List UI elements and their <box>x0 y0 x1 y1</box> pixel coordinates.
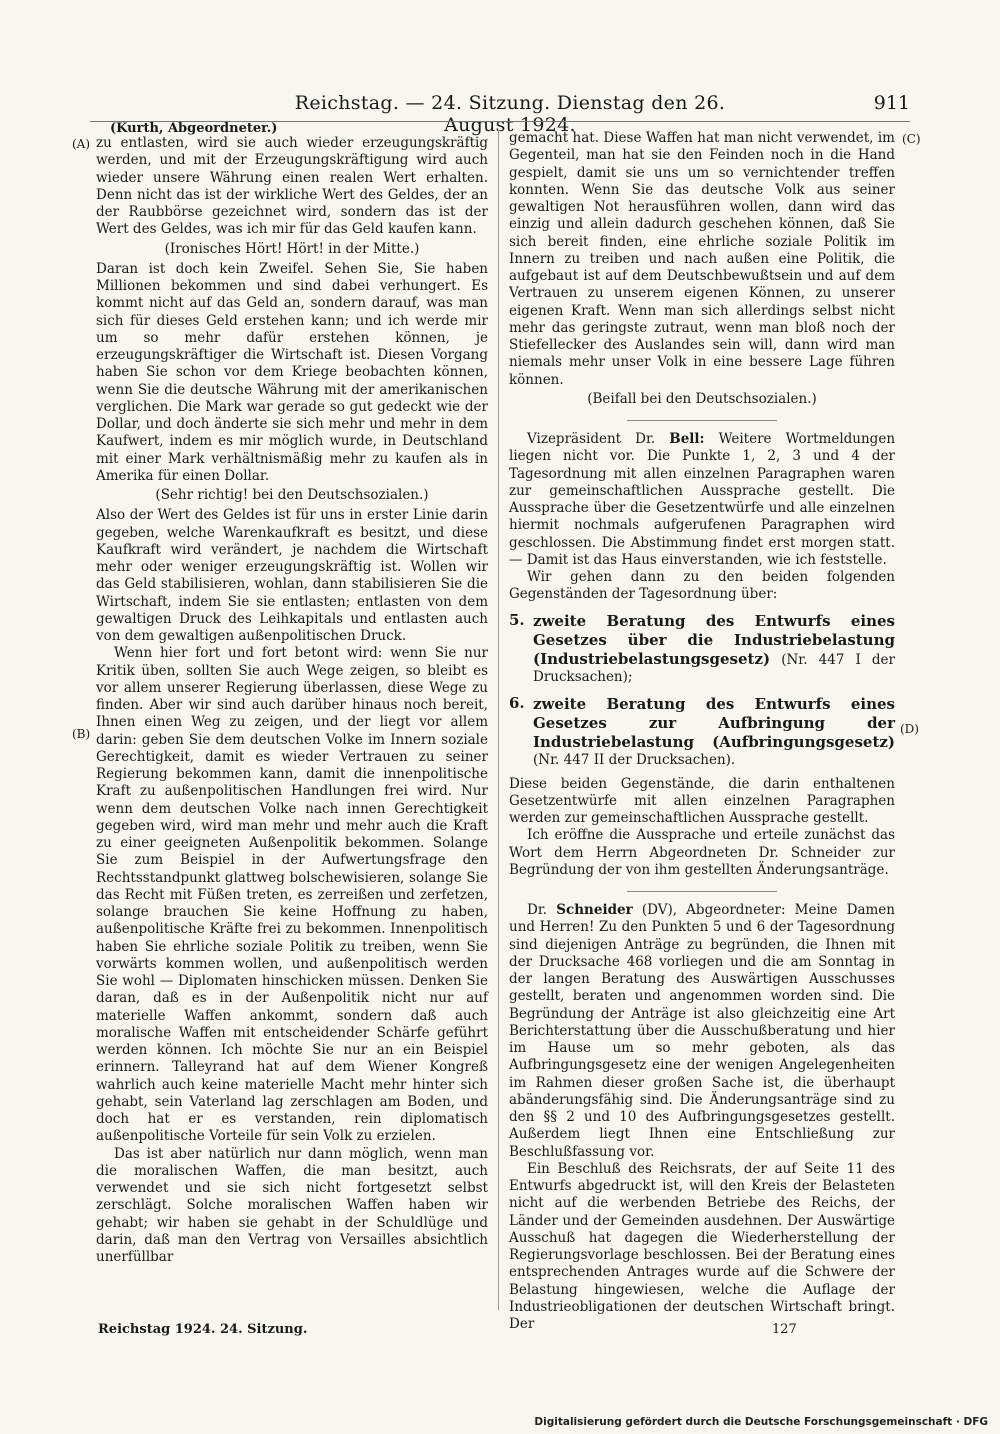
margin-mark-b: (B) <box>72 727 91 741</box>
paragraph: Diese beiden Gegenstände, die darin enthaltenen Gesetzentwürfe mit allen einzelnen Paragraphen werden zur gemeinschaftlichen Aussprache gestellt. <box>509 775 895 826</box>
speech-schneider <box>509 902 895 1161</box>
page-number: 911 <box>873 92 910 114</box>
agenda-item-6 <box>509 695 895 770</box>
agenda-item-title: zweite Beratung des Entwurfs eines Gesetzes über die Industriebelastung (Industriebelastungsgesetz) <box>533 611 895 668</box>
speaker-name: Bell: <box>669 431 705 447</box>
paragraph: Also der Wert des Geldes ist für uns in erster Linie darin gegeben, welche Warenkaufkraft es besitzt, und diese Kaufkraft wird verändert, je nachdem die Wirtschaft mehr oder weniger erzeugungskräftig ist. Wollen wir das Geld stabilisieren, wohlan, dann stabilisieren Sie die Wirtschaft, indem Sie sie entlasten; entlasten von dem gewaltigen Druck des Leihkapitals und entlasten auch von dem gewaltigen außenpolitischen Druck. <box>96 507 488 644</box>
digitization-credit: Digitalisierung gefördert durch die Deutsche Forschungsgemeinschaft · DFG <box>534 1416 988 1428</box>
vice-president-statement <box>509 431 895 569</box>
paragraph: gemacht hat. Diese Waffen hat man nicht verwendet, im Gegenteil, man hat sie den Feinden noch in die Hand gespielt, damit sie uns um so vernichtender treffen konnten. Wenn Sie das deutsche Volk aus seiner gewaltigen Not herausführen wollen, dann wird das einzig und allein dadurch geschehen können, daß Sie sich bereit finden, eine ehrliche soziale Politik im Innern zu treiben und nach außen eine Politik, die aufgebaut ist auf dem Deutschbewußtsein und auf dem Vertrauen zu unserem eigenen Können, zu unserer eigenen Kraft. Wenn man sich allerdings selbst nicht mehr das geringste zutraut, wenn man bloß noch der Stiefellecker des Auslandes sein will, dann wird man niemals mehr unser Volk in eine bessere Lage führen können. <box>509 130 895 388</box>
agenda-item-reference: (Nr. 447 I der Drucksachen); <box>533 652 896 686</box>
margin-mark-d: (D) <box>900 722 919 736</box>
running-title: Reichstag. — 24. Sitzung. Dienstag den 26. August 1924. <box>294 92 726 136</box>
column-divider <box>498 130 499 1310</box>
section-separator <box>627 891 777 892</box>
paragraph: Wenn hier fort und fort betont wird: wenn Sie nur Kritik üben, sollten Sie auch Wege zeigen, so bleibt es vor allem unserer Regierung überlassen, diese Wege zu finden. Aber wir sind auch darüber hinaus noch bereit, Ihnen einen Weg zu zeigen, und der liegt vor allem darin: geben Sie dem deutschen Volke im Innern soziale Gerechtigkeit, damit es wieder Vertrauen zu seiner Regierung bekommen kann, damit die innenpolitische Kraft zu außenpolitischen Handlungen frei wird. Nur wenn dem deutschen Volke nach innen Gerechtigkeit gegeben wird, wird man mehr und mehr auch die Kraft zu einer geeigneten Außenpolitik bekommen. Solange Sie zum Beispiel in der Aufwertungsfrage den Rechtsstandpunkt glattweg bolschewisieren, solange Sie das Recht mit Füßen treten, es zerreißen und zerfetzen, solange brauchen Sie keine Hoffnung zu haben, außenpolitische Kräfte frei zu bekommen. Innenpolitisch haben Sie ehrliche soziale Politik zu treiben, wenn Sie vorwärts kommen wollen, und außenpolitisch werden Sie wohl — Diplomaten hinschicken müssen. Denken Sie daran, daß es in der Außenpolitik nicht nur auf materielle Waffen ankommt, sondern daß auch moralische Waffen mit entscheidender Schärfe geführt werden können. Ich möchte Sie nur an ein Beispiel erinnern. Talleyrand hat auf dem Wiener Kongreß wahrlich auch keine materielle Macht mehr hinter sich gehabt, sein Vaterland lag zerschlagen am Boden, und doch hat er es verstanden, rein diplomatisch außenpolitische Vorteile für sein Volk zu erzielen. <box>96 645 488 1145</box>
speaker-tag: (Kurth, Abgeordneter.) <box>110 121 278 136</box>
interjection: (Sehr richtig! bei den Deutschsozialen.) <box>155 487 429 503</box>
agenda-item-5 <box>509 612 895 687</box>
speaker-name: Schneider <box>556 902 633 918</box>
footer-sheet-number: 127 <box>772 1322 797 1337</box>
speaker-title: Dr. <box>527 902 548 918</box>
paragraph: zu entlasten, wird sie auch wieder erzeugungskräftig werden, und mit der Erzeugungskräftigung wird auch wieder unsere Währung einen realen Wert erhalten. Denn nicht das ist der wirkliche Wert des Geldes, der an der Raubbörse gezeichnet wird, sondern das ist der Wert des Geldes, was ich mir für das Geld kaufen kann. <box>96 135 488 238</box>
paragraph: Daran ist doch kein Zweifel. Sehen Sie, Sie haben Millionen bekommen und sind dabei verhungert. Es kommt nicht auf das Geld an, sondern darauf, was man sich für dieses Geld erstehen kann; und ich werde mir um so mehr dafür erstehen können, je erzeugungskräftiger die Wirtschaft ist. Diesen Vorgang haben Sie schon vor dem Kriege beobachten können, wenn Sie die deutsche Währung mit der amerikanischen verglichen. Die Mark war gerade so gut gedeckt wie der Dollar, und doch änderte sie sich mehr und mehr in dem Kaufwert, indem es mir möglich wurde, in Deutschland mit einer Mark verhältnismäßig mehr zu kaufen als in Amerika für einen Dollar. <box>96 260 488 484</box>
agenda-item-title: zweite Beratung des Entwurfs eines Gesetzes zur Aufbringung der Industriebelastung (Aufbringungsgesetz) <box>533 694 895 751</box>
interjection: (Ironisches Hört! Hört! in der Mitte.) <box>164 240 420 257</box>
right-column <box>509 130 895 1333</box>
speaker-role: Vizepräsident Dr. <box>527 431 656 447</box>
margin-mark-c: (C) <box>902 132 921 146</box>
agenda-item-number: 5. <box>509 610 525 629</box>
paragraph: Das ist aber natürlich nur dann möglich, wenn man die moralischen Waffen, die man besitzt, auch verwendet und sie sich nicht fortgesetzt selbst zerschlägt. Solche moralischen Waffen haben wir gehabt; wir haben sie gehabt in der Schuldlüge und darin, daß man den Vertrag von Versailles absichtlich unerfüllbar <box>96 1145 488 1265</box>
speech-text: (DV), Abgeordneter: Meine Damen und Herren! Zu den Punkten 5 und 6 der Tagesordnung sind diejenigen Anträge zu begründen, die Ihnen mit der Drucksache 468 vorliegen und die am Sonntag in der langen Beratung des Auswärtigen Ausschusses gestellt, beraten und angenommen worden sind. Die Begründung der Anträge ist also gleichzeitig eine Art Berichterstattung über die Ausschußberatung und hier im Hause um so mehr geboten, als das Aufbringungsgesetz eine der wenigen Angelegenheiten im Rahmen dieser großen Sache ist, die überhaupt abänderungsfähig sind. Die Änderungsanträge sind zu den §§ 2 und 10 des Aufbringungsgesetzes gestellt. Außerdem liegt Ihnen eine Entschließung zur Beschlußfassung vor. <box>509 902 895 1160</box>
left-column <box>96 135 488 1266</box>
interjection: (Beifall bei den Deutschsozialen.) <box>587 390 817 407</box>
paragraph: Ein Beschluß des Reichsrats, der auf Seite 11 des Entwurfs abgedruckt ist, will den Kreis der Belasteten nicht auf die werbenden Betriebe des Reichs, der Länder und der Gemeinden ausdehnen. Der Auswärtige Ausschuß hat dagegen die Wiederherstellung der Regierungsvorlage beschlossen. Bei der Beratung eines entsprechenden Antrages wurde auf die Schwere der Belastung hingewiesen, welche die Auflage der Industrieobligationen der deutschen Wirtschaft bringt. Der <box>509 1160 895 1332</box>
margin-mark-a: (A) <box>72 137 91 151</box>
paragraph: Wir gehen dann zu den beiden folgenden Gegenständen der Tagesordnung über: <box>509 569 895 603</box>
footer-session: Reichstag 1924. 24. Sitzung. <box>98 1322 308 1337</box>
section-separator <box>627 420 777 421</box>
agenda-item-number: 6. <box>509 693 525 712</box>
paragraph: Ich eröffne die Aussprache und erteile zunächst das Wort dem Herrn Abgeordneten Dr. Schneider zur Begründung der von ihm gestellten Änderungsanträge. <box>509 827 895 878</box>
agenda-item-reference: (Nr. 447 II der Drucksachen). <box>533 752 736 769</box>
statement-text: Weitere Wortmeldungen liegen nicht vor. Die Punkte 1, 2, 3 und 4 der Tagesordnung mit allen einzelnen Paragraphen waren zur gemeinschaftlichen Aussprache gestellt. Die Aussprache über die Gesetzentwürfe und alle einzelnen hiermit nochmals aufgerufenen Paragraphen wird geschlossen. Die Abstimmung findet erst morgen statt. — Damit ist das Haus einverstanden, wie ich feststelle. <box>509 431 896 568</box>
